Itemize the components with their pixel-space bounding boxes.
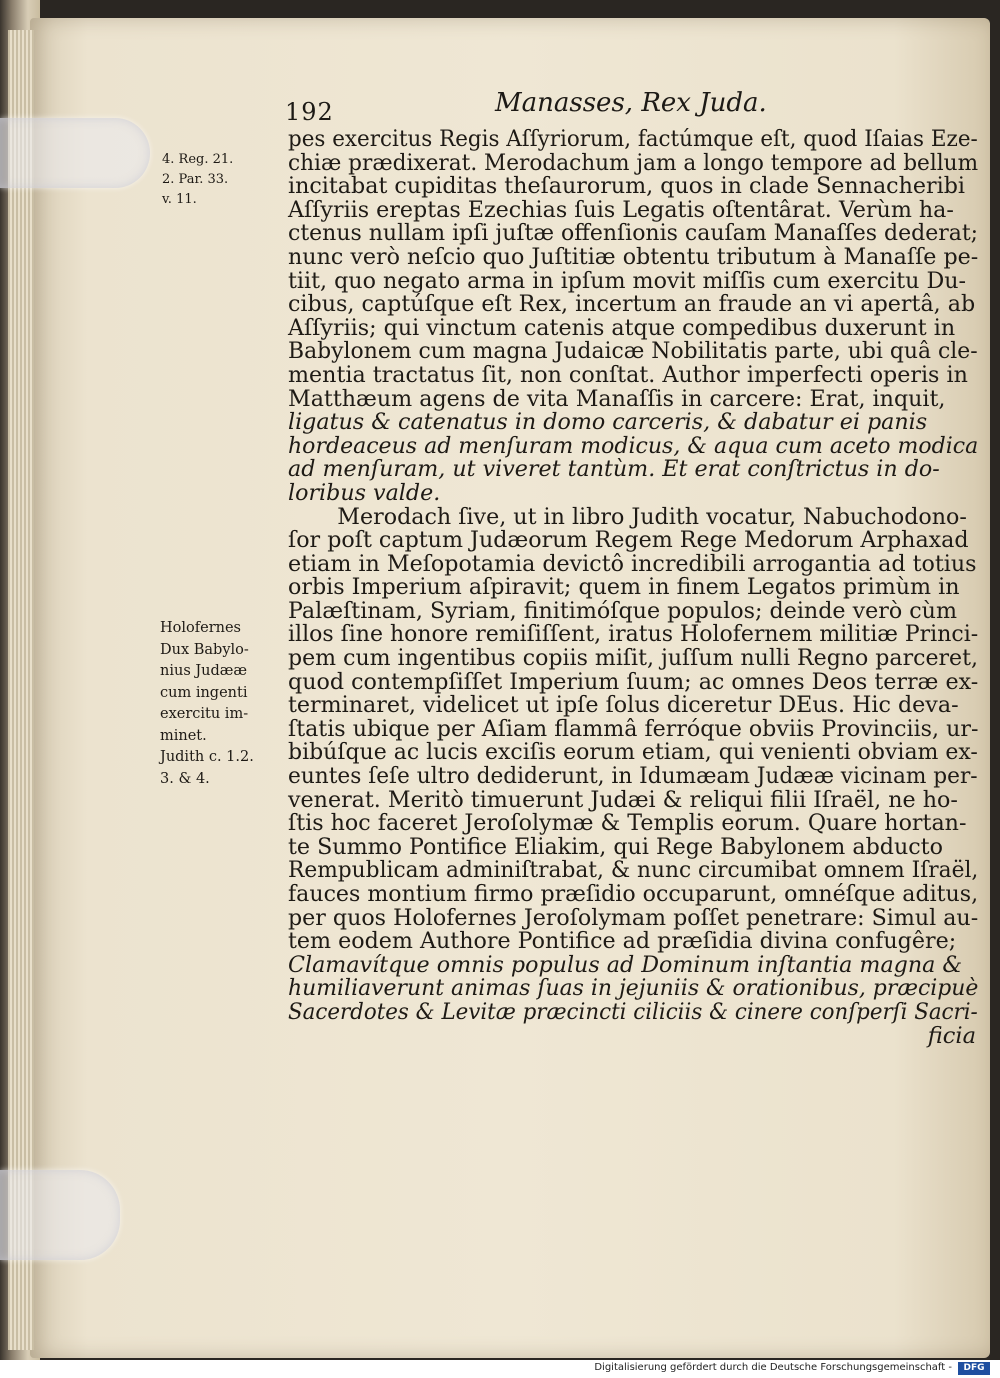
text-line: euntes ſeſe ultro dediderunt, in Idumæam Judææ vicinam per- [288, 763, 978, 790]
text-line: per quos Holofernes Jeroſolymam poſſet penetrare: Simul au- [288, 904, 979, 931]
margin-note-line: nius Judææ [160, 663, 248, 679]
text-line: ad menſuram, ut viveret tantùm. Et erat conſtrictus in do- [288, 456, 940, 483]
running-title: Manasses, Rex Juda. [495, 88, 767, 118]
text-line: Aſſyriis; qui vinctum catenis atque compedibus duxerunt in [288, 314, 956, 341]
margin-reference-line: 2. Par. 33. [162, 172, 229, 187]
text-line: ctenus nullam ipſi juſtæ offenſionis cauſam Manaſſes dederat; [288, 220, 979, 247]
text-line: Aſſyriis ereptas Ezechias ſuis Legatis oſtentârat. Verùm ha- [288, 196, 954, 223]
margin-reference-line: 4. Reg. 21. [162, 152, 234, 167]
text-line: incitabat cupiditas theſaurorum, quos in clade Sennacheribi [288, 173, 965, 200]
text-line: hordeaceus ad menſuram modicus, & aqua cum aceto modica [288, 432, 979, 459]
body-text [288, 128, 988, 1048]
text-line: ſor poſt captum Judæorum Regem Rege Medorum Arphaxad [288, 527, 969, 554]
glass-clamp-bottom [0, 1170, 120, 1260]
text-line: loribus valde. [288, 479, 441, 506]
page-stack-edge [8, 30, 34, 1350]
margin-reference-line: v. 11. [162, 192, 197, 207]
dfg-logo: DFG [958, 1362, 990, 1375]
glass-clamp-top [0, 118, 150, 188]
text-line: Merodach ſive, ut in libro Judith vocatur, Nabuchodono- [337, 503, 967, 530]
text-line: quod contempſiſſet Imperium ſuum; ac omnes Deos terræ ex- [288, 668, 979, 695]
text-line: Sacerdotes & Levitæ præcincti ciliciis & cinere conſperſi Sacri- [288, 998, 978, 1025]
text-line: Babylonem cum magna Judaicæ Nobilitatis parte, ubi quâ cle- [288, 338, 978, 365]
text-line: mentia tractatus ſit, non conſtat. Author imperfecti operis in [288, 361, 968, 388]
text-line: chiæ prædixerat. Merodachum jam a longo tempore ad bellum [288, 149, 979, 176]
text-line: nunc verò neſcio quo Juſtitiæ obtentu tributum à Manaſſe pe- [288, 243, 979, 270]
text-line: ligatus & catenatus in domo carceris, & dabatur ei panis [288, 409, 928, 436]
text-line: tiit, quo negato arma in ipſum movit miſſis cum exercitu Du- [288, 267, 967, 294]
text-line: ſtatis ubique per Aſiam flammâ ferróque obviis Provinciis, ur- [288, 715, 979, 742]
margin-note-line: minet. [160, 727, 207, 744]
margin-note-line: 3. & 4. [160, 770, 210, 787]
text-line: pes exercitus Regis Aſſyriorum, factúmque eſt, quod Iſaias Eze- [288, 126, 978, 152]
margin-note-line: Judith c. 1.2. [160, 749, 254, 765]
text-line: illos ſine honore remiſiſſent, iratus Holofernem militiæ Princi- [288, 621, 979, 648]
text-line: ſtis hoc faceret Jeroſolymæ & Templis eorum. Quare hortan- [288, 810, 967, 837]
margin-note [160, 618, 288, 790]
margin-note-line: Dux Babylo- [160, 641, 249, 658]
text-line: pem cum ingentibus copiis miſit, juſſum nulli Regno parceret, [288, 645, 978, 672]
text-line: tem eodem Authore Pontifice ad præſidia divina confugêre; [288, 928, 957, 955]
text-line: humiliaverunt animas ſuas in jejuniis & orationibus, præcipuè [288, 975, 979, 1002]
text-line: Rempublicam adminiſtrabat, & nunc circumibat omnem Iſraël, [288, 857, 979, 884]
text-line: Matthæum agens de vita Manaſſis in carcere: Erat, inquit, [288, 385, 946, 412]
text-line: te Summo Pontifice Eliakim, qui Rege Babylonem abducto [288, 833, 943, 860]
text-line: venerat. Meritò timuerunt Judæi & reliqui filii Iſraël, ne ho- [288, 786, 958, 813]
margin-note-line: cum ingenti [160, 684, 248, 701]
text-line: fauces montium firmo præſidio occuparunt, omnéſque aditus, [288, 881, 979, 907]
text-line: cibus, captúſque eſt Rex, incertum an fraude an vi apertâ, ab [288, 291, 976, 318]
text-line: Clamavítque omnis populus ad Dominum inſtantia magna & [288, 951, 963, 978]
margin-reference [162, 150, 282, 210]
margin-note-line: exercitu im- [160, 706, 249, 722]
text-line: Palæſtinam, Syriam, finitimóſque populos; deinde verò cùm [288, 597, 957, 624]
text-line: etiam in Meſopotamia devictô incredibili arrogantia ad totius [288, 550, 977, 577]
digitization-credit: Digitalisierung gefördert durch die Deutsche Forschungsgemeinschaft - [594, 1362, 952, 1373]
catchword: ficia [927, 1022, 976, 1049]
text-line: bibúſque ac lucis exciſis eorum etiam, qui venienti obviam ex- [288, 739, 978, 766]
page-number: 192 [285, 98, 334, 126]
text-line: orbis Imperium aſpiravit; quem in finem Legatos primùm in [288, 574, 960, 601]
margin-note-line: Holofernes [160, 620, 241, 636]
text-line: terminaret, videlicet ut ipſe ſolus diceretur DEus. Hic deva- [288, 692, 959, 719]
